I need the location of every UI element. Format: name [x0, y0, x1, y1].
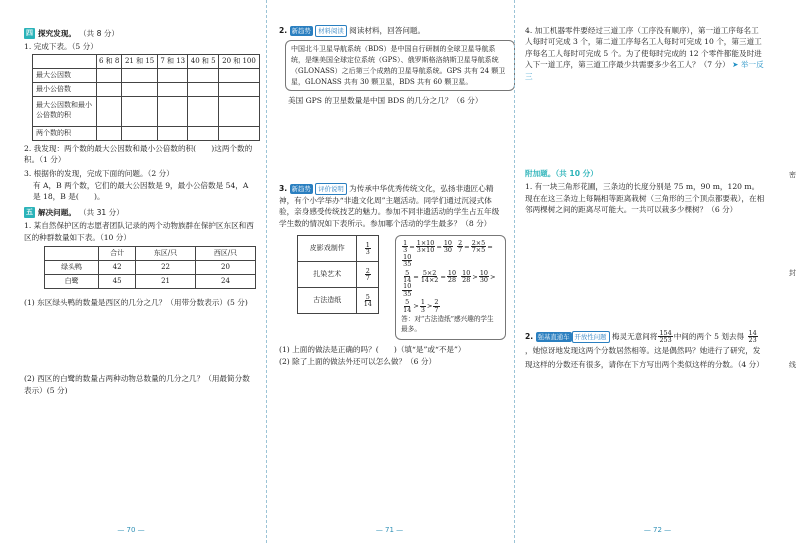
solution-line: $\frac{5}{14}$ > $\frac{1}{3}$ > $\frac{2}{7}$ — [403, 298, 439, 314]
frac-den: 14 — [363, 299, 372, 308]
table2-cell: 22 — [136, 260, 196, 274]
section-4-header — [24, 28, 254, 39]
answer-cell[interactable] — [157, 126, 187, 140]
answer-cell[interactable] — [157, 82, 187, 96]
answer-cell[interactable] — [218, 96, 259, 126]
s4-q3-detail: 有 A，B 两个数，它们的最大公因数是 9，最小公倍数是 54，A 是 18，B 是( )。 — [33, 180, 249, 202]
q3-content — [297, 235, 506, 340]
q4-text — [525, 25, 766, 82]
answer-cell[interactable] — [188, 96, 218, 126]
table1-row — [33, 126, 260, 140]
activity-fraction — [357, 235, 379, 261]
table1-header: 7 和 13 — [157, 54, 187, 68]
table2-header: 西区/只 — [196, 246, 256, 260]
extra-q2-number: 2. — [525, 331, 534, 341]
reading-material-box — [285, 40, 515, 91]
answer-cell[interactable] — [188, 126, 218, 140]
solution-line: $\frac{5}{14}$ = $\frac{5\times 2}{14\times 2}$ = $\frac{10}{28}$ $\frac{10}{28}$ > $\frac{10}{30}$ > $\frac{10}{35}$ — [403, 268, 496, 298]
reading-material-text: 中国北斗卫星导航系统（BDS）是中国自行研制的全球卫星导航系统，是继美国全球定位系统（GPS）、俄罗斯格洛纳斯卫星导航系统（GLONASS）之后第三个成熟的卫星导航系统。GPS 共有 24 颗卫星，GLONASS 共有 30 颗卫星，BDS 共有 60 颗卫星。 — [291, 45, 506, 86]
answer-cell[interactable] — [97, 126, 122, 140]
activity-name: 皮影戏制作 — [298, 235, 357, 261]
extra-q2-text — [525, 330, 766, 373]
table2-cell: 白鹭 — [45, 274, 99, 288]
table2-row — [45, 260, 256, 274]
table1-header-row — [33, 54, 260, 68]
frac-num: 2 — [365, 266, 370, 275]
frac-num: 14 — [748, 328, 757, 337]
page-number-72: — 72 — — [643, 525, 672, 534]
q3-sub2: (2) 除了上面的做法外还可以怎么做？（6 分） — [279, 357, 437, 367]
table1-header: 21 和 15 — [122, 54, 158, 68]
activity-row — [298, 235, 379, 261]
open-question-tag: 开放性问题 — [572, 331, 610, 343]
gcd-lcm-table — [32, 54, 260, 141]
seal-line-mark: 封 — [789, 269, 796, 277]
extra-section-title: 附加题。（共 10 分） — [525, 168, 598, 178]
frac-den: 3 — [365, 247, 370, 256]
activity-name: 扎染艺术 — [298, 261, 357, 287]
new-trend-tag: 新趋势 — [291, 27, 311, 35]
section-4-score: （共 8 分） — [78, 29, 120, 38]
answer-cell[interactable] — [218, 68, 259, 82]
frac-den: 23 — [748, 336, 757, 345]
extra-q2-part-c: ，她惊讶地发现这两个分数居然相等。这是偶然吗？她进行了研究，发现这样的分数还有很多，请你在下方写出两个类似这样的分数。（4 分） — [525, 345, 764, 370]
extra-q1-text: 1. 有一块三角形花圃，三条边的长度分别是 75 m，90 m，120 m。现在在这三条边上每隔相等距离栽树（三角形的三个顶点都要栽），在相邻两棵树之间的距离尽可能大。一共可以栽多少棵树？（6 分） — [525, 182, 765, 215]
activity-row — [298, 287, 379, 313]
frac-den: 7 — [365, 273, 370, 282]
q3-number: 3. — [279, 183, 288, 193]
table2-cell: 45 — [99, 274, 136, 288]
table1-row — [33, 68, 260, 82]
activity-fraction — [357, 287, 379, 313]
answer-space[interactable] — [279, 108, 506, 182]
section-5-title: 解决问题。 — [38, 207, 76, 217]
q2-number: 2. — [279, 26, 288, 35]
table1-header — [33, 54, 97, 68]
table2-cell: 绿头鸭 — [45, 260, 99, 274]
material-reading-tag: 材料阅读 — [315, 25, 347, 37]
q4-body: 4. 加工机器零件要经过三道工序（工序没有顺序），第一道工序每名工人每时可完成 3 个，第二道工序每名工人每时可完成 10 个，第三道工序每名工人每时可完成 5 个。为了使每时完成的 12 个零件都能及时进入下一道工序，第三道工序最少共需要多少名工人？（7 分） — [525, 26, 762, 70]
answer-cell[interactable] — [97, 82, 122, 96]
q3-header — [279, 183, 506, 229]
answer-cell[interactable] — [188, 82, 218, 96]
answer-cell[interactable] — [122, 126, 158, 140]
page-number-70: — 70 — — [117, 525, 145, 534]
table1-row-label: 最大公因数和最小公倍数的积 — [33, 96, 97, 126]
answer-space[interactable] — [525, 217, 766, 329]
extension-link[interactable]: ➤ 举一反三 — [525, 60, 764, 81]
table1-row-label: 两个数的积 — [33, 126, 97, 140]
section-4-title: 探究发现。 — [38, 29, 76, 38]
section-5-badge: 五 — [26, 208, 33, 217]
evaluation-tag: 评价说明 — [315, 183, 347, 195]
page-71 — [266, 0, 512, 543]
table1-row — [33, 82, 260, 96]
table2-header: 合计 — [99, 246, 136, 260]
s5-q1-sub2: (2) 西区的白鹭的数量占两种动物总数量的几分之几？（用最简分数表示）(5 分) — [24, 374, 250, 395]
answer-cell[interactable] — [218, 82, 259, 96]
frac-num: 154 — [659, 328, 672, 337]
activity-name: 古法造纸 — [298, 287, 357, 313]
animal-count-table — [44, 246, 256, 289]
answer-space[interactable] — [24, 309, 254, 371]
new-trend-tag: 新趋势 — [291, 184, 311, 193]
frac-num: 5 — [365, 292, 370, 301]
answer-cell[interactable] — [122, 96, 158, 126]
solution-answer: 答：对“古法造纸”感兴趣的学生最多。 — [401, 315, 494, 333]
strong-base-tag: 强基直通车 — [537, 332, 570, 341]
s4-q3-text: 3. 根据你的发现，完成下面的问题。（2 分） — [24, 168, 174, 178]
section-4-badge: 四 — [26, 29, 33, 38]
activity-row — [298, 261, 379, 287]
section-5-score: （共 31 分） — [78, 207, 124, 217]
answer-cell[interactable] — [157, 68, 187, 82]
table2-cell: 24 — [196, 274, 256, 288]
table1-row-label: 最大公因数 — [33, 68, 97, 82]
table2-header: 东区/只 — [136, 246, 196, 260]
s4-q1-text: 1. 完成下表。（5 分） — [24, 42, 98, 52]
table2-row — [45, 274, 256, 288]
table1-row — [33, 96, 260, 126]
answer-cell[interactable] — [97, 96, 122, 126]
page-number-71: — 71 — — [375, 525, 404, 534]
extra-q2-part-a: 梅灵无意间将 — [611, 331, 658, 341]
table1-header: 40 和 5 — [188, 54, 218, 68]
table2-cell: 21 — [136, 274, 196, 288]
answer-cell[interactable] — [218, 126, 259, 140]
frac-den: 253 — [659, 336, 672, 345]
answer-cell[interactable] — [97, 68, 122, 82]
page-70 — [0, 0, 262, 543]
q2-question: 美国 GPS 的卫星数量是中国 BDS 的几分之几？（6 分） — [288, 96, 483, 106]
table2-cell: 42 — [99, 260, 136, 274]
extra-q2-part-b: 中间的两个 5 划去得 — [673, 331, 745, 341]
seal-line-mark: 线 — [789, 361, 796, 369]
s4-q2-text: 2. 我发现：两个数的最大公因数和最小公倍数的积( )这两个数的积。（1 分） — [24, 143, 253, 165]
answer-cell[interactable] — [122, 68, 158, 82]
s5-q1-sub1: (1) 东区绿头鸭的数量是西区的几分之几？（用带分数表示）(5 分) — [24, 297, 248, 307]
s5-q1-text: 1. 某自然保护区的志愿者团队记录的两个动物族群在保护区东区和西区的种群数量如下表。（10 分） — [24, 221, 254, 242]
solution-line: $\frac{1}{3}$ = $\frac{1\times 10}{3\times 10}$ = $\frac{10}{30}$ $\frac{2}{7}$ = $\frac{2\times 5}{7\times 5}$ = $\frac{10}{35}$ — [403, 238, 493, 269]
seal-line-mark: 密 — [789, 171, 796, 179]
answer-space[interactable] — [525, 83, 766, 167]
table1-header: 6 和 8 — [97, 54, 122, 68]
activity-table — [297, 235, 379, 314]
q2-header — [279, 25, 506, 37]
activity-fraction — [357, 261, 379, 287]
table2-header — [45, 246, 99, 260]
answer-cell[interactable] — [122, 82, 158, 96]
q3-sub1: (1) 上面的做法是正确的吗？( )（填“是”或“不是”） — [279, 344, 466, 354]
q2-lead: 阅读材料，回答问题。 — [349, 26, 426, 35]
answer-cell[interactable] — [157, 96, 187, 126]
solution-box — [395, 235, 506, 340]
table1-row-label: 最小公倍数 — [33, 82, 97, 96]
table2-header-row — [45, 246, 256, 260]
page-72 — [514, 0, 800, 543]
table2-cell: 20 — [196, 260, 256, 274]
frac-num: 1 — [365, 240, 370, 249]
table1-header: 20 和 100 — [218, 54, 259, 68]
q3-text: 为传承中华优秀传统文化，弘扬非遗匠心精神，有个小学举办“非遗文化周”主题活动。同学们通过沉浸式体验，亲身感受传统技艺的魅力。参加不同非遗活动的学生占五年级学生数的情况如下表所示。参加哪个活动的学生最多？（8 分） — [279, 183, 500, 228]
answer-cell[interactable] — [188, 68, 218, 82]
section-5-header — [24, 207, 254, 218]
